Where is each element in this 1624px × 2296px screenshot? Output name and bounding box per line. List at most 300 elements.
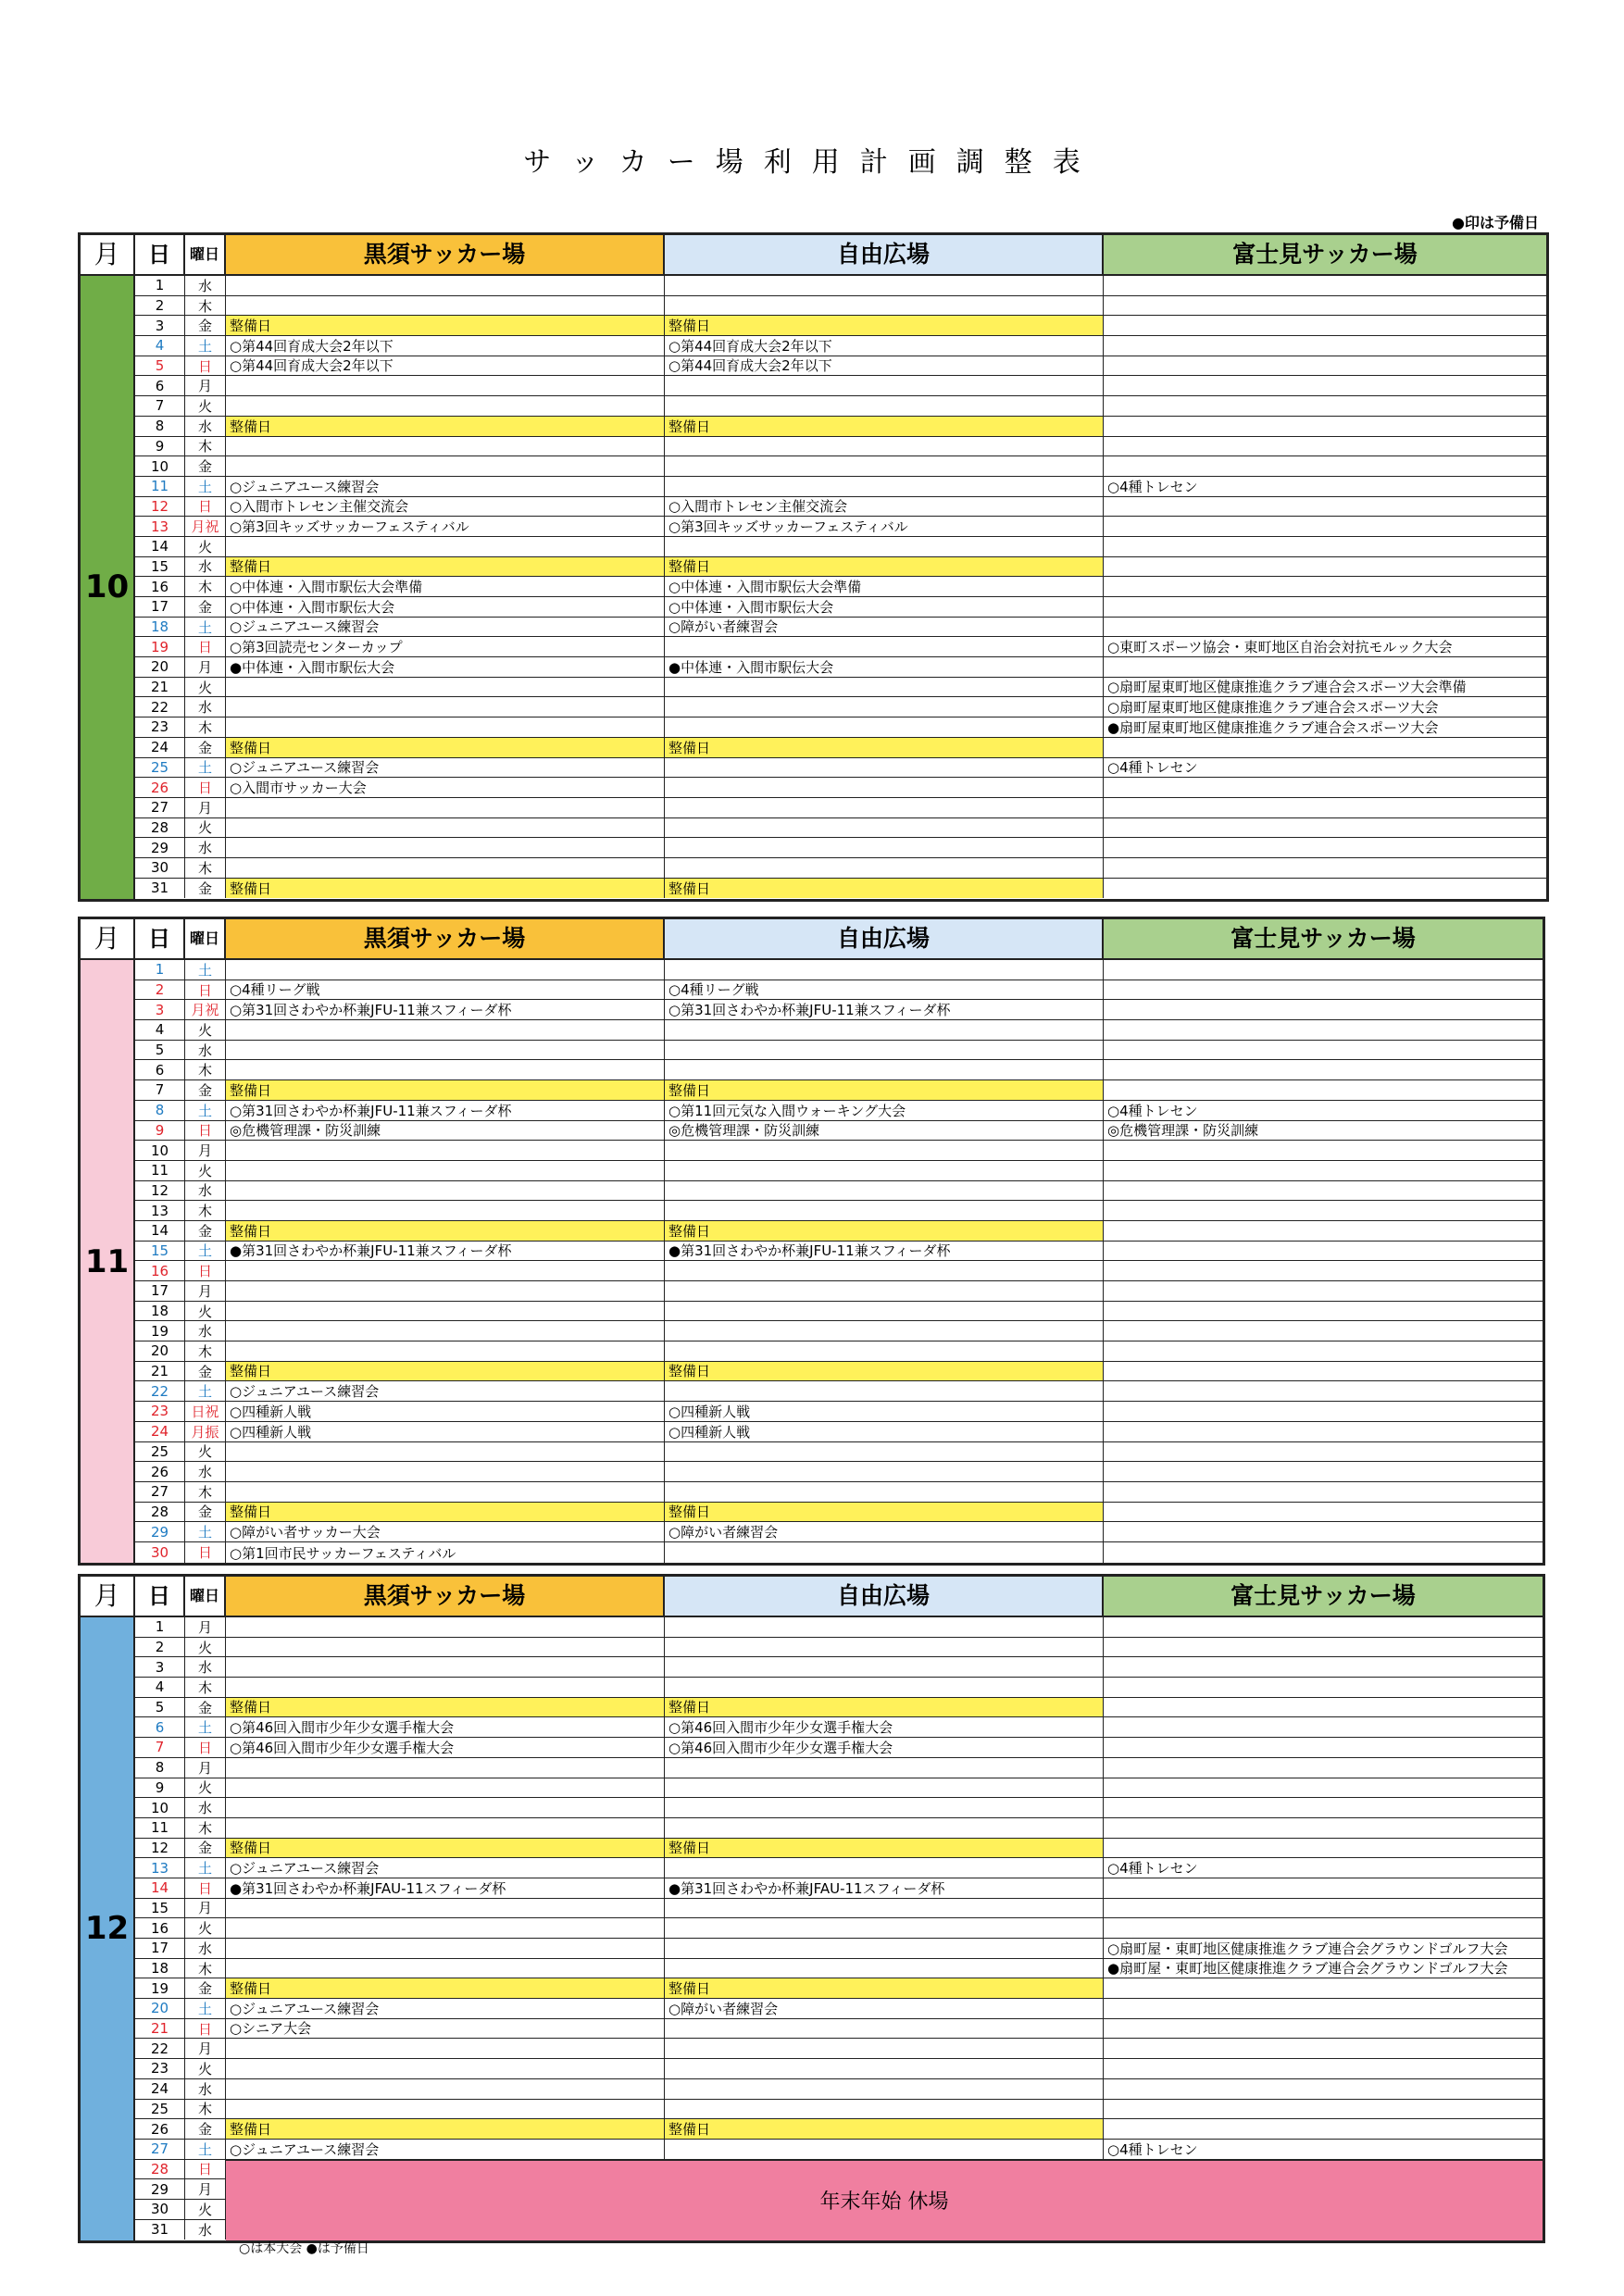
header-jiyu-hiroba: 自由広場 <box>665 919 1104 958</box>
fujimi-cell <box>1104 1080 1543 1100</box>
weekday-cell: 日 <box>185 2160 226 2179</box>
day-cell: 8 <box>135 417 185 436</box>
day-cell: 11 <box>135 1161 185 1180</box>
fujimi-cell <box>1104 1341 1543 1361</box>
fujimi-cell <box>1104 879 1546 899</box>
day-cell: 14 <box>135 1221 185 1241</box>
fujimi-cell <box>1104 2100 1543 2119</box>
header-day: 日 <box>135 919 185 958</box>
table-row <box>135 1402 1543 1422</box>
table-row <box>135 1738 1543 1758</box>
jiyu-hiroba-cell: 整備日 <box>665 879 1104 899</box>
weekday-cell: 金 <box>185 1362 226 1381</box>
jiyu-hiroba-cell <box>665 456 1104 476</box>
day-cell: 11 <box>135 1818 185 1838</box>
jiyu-hiroba-cell: 整備日 <box>665 1080 1104 1100</box>
jiyu-hiroba-cell <box>665 1442 1104 1462</box>
weekday-cell: 木 <box>185 718 226 737</box>
weekday-cell: 月 <box>185 1899 226 1918</box>
header-weekday: 曜日 <box>185 919 226 958</box>
table-row <box>135 316 1546 336</box>
jiyu-hiroba-cell <box>665 1261 1104 1280</box>
weekday-cell: 火 <box>185 818 226 838</box>
fujimi-cell <box>1104 738 1546 757</box>
weekday-cell: 金 <box>185 1080 226 1100</box>
day-cell: 19 <box>135 637 185 656</box>
weekday-cell: 月 <box>185 2179 226 2199</box>
jiyu-hiroba-cell: 整備日 <box>665 1978 1104 1998</box>
day-cell: 25 <box>135 1442 185 1462</box>
weekday-cell: 火 <box>185 1020 226 1040</box>
table-row <box>135 1522 1543 1542</box>
day-cell: 1 <box>135 1617 185 1637</box>
day-cell: 13 <box>135 1201 185 1220</box>
jiyu-hiroba-cell <box>665 1678 1104 1697</box>
jiyu-hiroba-cell: 整備日 <box>665 738 1104 757</box>
fujimi-cell <box>1104 818 1546 838</box>
table-row <box>135 1020 1543 1041</box>
table-row <box>135 798 1546 818</box>
fujimi-cell <box>1104 1000 1543 1019</box>
kurosu-cell <box>226 2100 665 2119</box>
weekday-cell: 土 <box>185 1101 226 1120</box>
table-row <box>135 637 1546 657</box>
jiyu-hiroba-cell: ○第31回さわやか杯兼JFU-11兼スフィーダ杯 <box>665 1000 1104 1019</box>
jiyu-hiroba-cell: ◎危機管理課・防災訓練 <box>665 1121 1104 1141</box>
jiyu-hiroba-cell <box>665 1899 1104 1918</box>
table-row <box>135 1978 1543 1999</box>
jiyu-hiroba-cell: ●第31回さわやか杯兼JFU-11兼スフィーダ杯 <box>665 1242 1104 1261</box>
jiyu-hiroba-cell: 整備日 <box>665 1839 1104 1858</box>
jiyu-hiroba-cell: ○障がい者練習会 <box>665 618 1104 637</box>
kurosu-cell: ○第44回育成大会2年以下 <box>226 336 665 356</box>
jiyu-hiroba-cell <box>665 2059 1104 2078</box>
fujimi-cell <box>1104 577 1546 596</box>
kurosu-cell <box>226 1161 665 1180</box>
weekday-cell: 土 <box>185 336 226 356</box>
jiyu-hiroba-cell <box>665 537 1104 556</box>
table-row <box>135 1839 1543 1859</box>
kurosu-cell <box>226 537 665 556</box>
table-row <box>135 376 1546 396</box>
day-cell: 8 <box>135 1101 185 1120</box>
table-row <box>135 738 1546 758</box>
table-row <box>135 1503 1543 1523</box>
day-cell: 13 <box>135 1858 185 1878</box>
table-row <box>135 417 1546 437</box>
weekday-cell: 土 <box>185 2140 226 2159</box>
weekday-cell: 日 <box>185 356 226 376</box>
jiyu-hiroba-cell: 整備日 <box>665 2119 1104 2139</box>
fujimi-cell <box>1104 316 1546 335</box>
weekday-cell: 火 <box>185 678 226 697</box>
jiyu-hiroba-cell: 整備日 <box>665 417 1104 436</box>
weekday-cell: 日 <box>185 980 226 1000</box>
fujimi-cell <box>1104 657 1546 677</box>
jiyu-hiroba-cell: ○第11回元気な入間ウォーキング大会 <box>665 1101 1104 1120</box>
kurosu-cell: ○ジュニアユース練習会 <box>226 477 665 496</box>
jiyu-hiroba-cell: ○4種リーグ戦 <box>665 980 1104 1000</box>
jiyu-hiroba-cell <box>665 1798 1104 1817</box>
fujimi-cell: ●扇町屋東町地区健康推進クラブ連合会スポーツ大会 <box>1107 718 1439 736</box>
day-cell: 11 <box>135 477 185 496</box>
weekday-cell: 木 <box>185 858 226 878</box>
weekday-cell: 月 <box>185 2039 226 2058</box>
jiyu-hiroba-cell: ○第46回入間市少年少女選手権大会 <box>665 1738 1104 1757</box>
weekday-cell: 金 <box>185 2119 226 2139</box>
fujimi-cell <box>1104 1503 1543 1522</box>
weekday-cell: 金 <box>185 1221 226 1241</box>
table-row <box>135 1281 1543 1302</box>
weekday-cell: 火 <box>185 537 226 556</box>
fujimi-cell <box>1104 1242 1543 1261</box>
table-row <box>135 980 1543 1001</box>
fujimi-cell <box>1104 537 1546 556</box>
day-cell: 5 <box>135 1698 185 1717</box>
page-title: サッカー場利用計画調整表 <box>523 146 1101 179</box>
table-row <box>135 618 1546 638</box>
day-cell: 24 <box>135 2079 185 2099</box>
day-cell: 29 <box>135 2179 185 2199</box>
kurosu-cell <box>226 1758 665 1778</box>
fujimi-cell <box>1104 1617 1543 1637</box>
day-cell: 24 <box>135 738 185 757</box>
fujimi-cell <box>1104 1878 1543 1898</box>
jiyu-hiroba-cell <box>665 1617 1104 1637</box>
weekday-cell: 水 <box>185 1798 226 1817</box>
fujimi-cell <box>1104 1402 1543 1421</box>
weekday-cell: 火 <box>185 1638 226 1657</box>
jiyu-hiroba-cell <box>665 1939 1104 1958</box>
table-row <box>135 1181 1543 1202</box>
weekday-cell: 日 <box>185 1261 226 1280</box>
month-block-11 <box>78 917 1545 1566</box>
jiyu-hiroba-cell: ●中体連・入間市駅伝大会 <box>665 657 1104 677</box>
fujimi-cell <box>1104 1522 1543 1541</box>
fujimi-cell <box>1104 1060 1543 1079</box>
table-row <box>135 296 1546 317</box>
day-cell: 27 <box>135 798 185 817</box>
table-row <box>135 1638 1543 1658</box>
kurosu-cell <box>226 1482 665 1502</box>
kurosu-cell <box>226 1657 665 1677</box>
weekday-cell: 木 <box>185 437 226 456</box>
jiyu-hiroba-cell <box>665 858 1104 878</box>
day-cell: 3 <box>135 1000 185 1019</box>
fujimi-cell <box>1104 497 1546 517</box>
table-row <box>135 838 1546 858</box>
day-cell: 22 <box>135 697 185 717</box>
table-row <box>135 276 1546 296</box>
day-cell: 21 <box>135 678 185 697</box>
kurosu-cell: ○第3回読売センターカップ <box>226 637 665 656</box>
fujimi-cell: ○4種トレセン <box>1107 2140 1198 2158</box>
kurosu-cell: 整備日 <box>226 1503 665 1522</box>
weekday-cell: 月 <box>185 1281 226 1301</box>
header-kurosu: 黒須サッカー場 <box>226 235 665 274</box>
table-row <box>135 1080 1543 1101</box>
table-row <box>135 1060 1543 1080</box>
table-row <box>135 1261 1543 1281</box>
day-cell: 13 <box>135 517 185 536</box>
jiyu-hiroba-cell: 整備日 <box>665 1698 1104 1717</box>
weekday-cell: 土 <box>185 1522 226 1541</box>
kurosu-cell: ○四種新人戦 <box>226 1422 665 1441</box>
jiyu-hiroba-cell: ○中体連・入間市駅伝大会 <box>665 597 1104 617</box>
header-month: 月 <box>81 1577 135 1616</box>
day-cell: 14 <box>135 537 185 556</box>
weekday-cell: 月 <box>185 376 226 395</box>
kurosu-cell: ●第31回さわやか杯兼JFAU-11スフィーダ杯 <box>226 1878 665 1898</box>
weekday-cell: 木 <box>185 1959 226 1978</box>
day-cell: 15 <box>135 557 185 577</box>
day-cell: 27 <box>135 1482 185 1502</box>
day-cell: 26 <box>135 778 185 797</box>
weekday-cell: 土 <box>185 758 226 778</box>
kurosu-cell <box>226 1918 665 1938</box>
kurosu-cell <box>226 1261 665 1280</box>
fujimi-cell: ○4種トレセン <box>1107 478 1198 495</box>
fujimi-cell <box>1104 1221 1543 1241</box>
day-cell: 6 <box>135 376 185 395</box>
day-cell: 5 <box>135 356 185 376</box>
jiyu-hiroba-cell <box>665 1778 1104 1798</box>
fujimi-cell <box>1104 1678 1543 1697</box>
fujimi-cell <box>1104 1141 1543 1160</box>
weekday-cell: 火 <box>185 1778 226 1798</box>
month-label: 11 <box>81 960 135 1563</box>
weekday-cell: 水 <box>185 838 226 857</box>
jiyu-hiroba-cell <box>665 2079 1104 2099</box>
day-cell: 29 <box>135 838 185 857</box>
kurosu-cell: 整備日 <box>226 1221 665 1241</box>
weekday-cell: 月振 <box>185 1422 226 1441</box>
fujimi-cell <box>1104 1638 1543 1657</box>
fujimi-cell <box>1104 356 1546 376</box>
day-cell: 7 <box>135 396 185 416</box>
day-cell: 22 <box>135 1381 185 1401</box>
kurosu-cell <box>226 1818 665 1838</box>
day-cell: 9 <box>135 1778 185 1798</box>
day-cell: 16 <box>135 1261 185 1280</box>
table-row <box>135 2019 1543 2040</box>
kurosu-cell <box>226 960 665 980</box>
weekday-cell: 月 <box>185 1758 226 1778</box>
fujimi-cell <box>1104 1899 1543 1918</box>
fujimi-cell: ○扇町屋東町地区健康推進クラブ連合会スポーツ大会 <box>1107 699 1439 717</box>
weekday-cell: 月 <box>185 798 226 817</box>
table-row <box>135 879 1546 899</box>
kurosu-cell <box>226 858 665 878</box>
kurosu-cell: 整備日 <box>226 2119 665 2139</box>
kurosu-cell <box>226 376 665 395</box>
kurosu-cell <box>226 396 665 416</box>
fujimi-cell <box>1104 1422 1543 1441</box>
day-cell: 16 <box>135 1918 185 1938</box>
fujimi-cell <box>1104 597 1546 617</box>
fujimi-cell <box>1104 1181 1543 1201</box>
table-row <box>135 1422 1543 1442</box>
day-cell: 31 <box>135 2220 185 2240</box>
table-row <box>135 1858 1543 1878</box>
fujimi-cell <box>1104 1041 1543 1060</box>
kurosu-cell: ●第31回さわやか杯兼JFU-11兼スフィーダ杯 <box>226 1242 665 1261</box>
fujimi-cell <box>1104 2119 1543 2139</box>
kurosu-cell: 整備日 <box>226 1080 665 1100</box>
jiyu-hiroba-cell: ○中体連・入間市駅伝大会準備 <box>665 577 1104 596</box>
day-cell: 28 <box>135 1503 185 1522</box>
kurosu-cell: ○入間市トレセン主催交流会 <box>226 497 665 517</box>
table-row <box>135 517 1546 537</box>
header-fujimi: 富士見サッカー場 <box>1104 1577 1543 1616</box>
weekday-cell: 水 <box>185 417 226 436</box>
weekday-cell: 金 <box>185 1503 226 1522</box>
table-row <box>135 1798 1543 1818</box>
day-cell: 17 <box>135 597 185 617</box>
day-cell: 10 <box>135 456 185 476</box>
table-row <box>135 1101 1543 1121</box>
kurosu-cell <box>226 718 665 737</box>
kurosu-cell: 整備日 <box>226 738 665 757</box>
table-row <box>135 1778 1543 1799</box>
jiyu-hiroba-cell <box>665 1918 1104 1938</box>
day-cell: 3 <box>135 316 185 335</box>
weekday-cell: 木 <box>185 296 226 316</box>
kurosu-cell <box>226 1060 665 1079</box>
day-cell: 16 <box>135 577 185 596</box>
jiyu-hiroba-cell <box>665 2039 1104 2058</box>
header-kurosu: 黒須サッカー場 <box>226 919 665 958</box>
fujimi-cell <box>1104 1381 1543 1401</box>
weekday-cell: 土 <box>185 1242 226 1261</box>
kurosu-cell: ○第46回入間市少年少女選手権大会 <box>226 1738 665 1757</box>
weekday-cell: 木 <box>185 1482 226 1502</box>
fujimi-cell <box>1104 1442 1543 1462</box>
kurosu-cell: ○ジュニアユース練習会 <box>226 1999 665 2018</box>
fujimi-cell <box>1104 1918 1543 1938</box>
day-cell: 27 <box>135 2140 185 2159</box>
table-row <box>135 477 1546 497</box>
day-cell: 10 <box>135 1798 185 1817</box>
table-row <box>135 1041 1543 1061</box>
day-cell: 5 <box>135 1041 185 1060</box>
day-cell: 22 <box>135 2039 185 2058</box>
fujimi-cell <box>1104 417 1546 436</box>
table-row <box>135 1999 1543 2019</box>
jiyu-hiroba-cell: 整備日 <box>665 1221 1104 1241</box>
day-cell: 26 <box>135 2119 185 2139</box>
fujimi-cell <box>1104 557 1546 577</box>
fujimi-cell <box>1104 1020 1543 1040</box>
kurosu-cell: ○入間市サッカー大会 <box>226 778 665 797</box>
fujimi-cell: ○扇町屋・東町地区健康推進クラブ連合会グラウンドゴルフ大会 <box>1107 1940 1508 1957</box>
day-cell: 7 <box>135 1738 185 1757</box>
jiyu-hiroba-cell <box>665 1020 1104 1040</box>
table-header <box>81 1577 1543 1617</box>
day-cell: 12 <box>135 497 185 517</box>
weekday-cell: 月 <box>185 1617 226 1637</box>
jiyu-hiroba-cell <box>665 778 1104 797</box>
table-row <box>135 697 1546 718</box>
fujimi-cell <box>1104 1999 1543 2018</box>
weekday-cell: 日祝 <box>185 1402 226 1421</box>
weekday-cell: 金 <box>185 879 226 899</box>
kurosu-cell: ○ジュニアユース練習会 <box>226 1858 665 1878</box>
weekday-cell: 土 <box>185 477 226 496</box>
weekday-cell: 木 <box>185 1818 226 1838</box>
fujimi-cell <box>1104 1978 1543 1998</box>
kurosu-cell <box>226 1141 665 1160</box>
fujimi-cell <box>1104 1261 1543 1280</box>
fujimi-cell: ○4種トレセン <box>1107 1859 1198 1877</box>
fujimi-cell <box>1104 1201 1543 1220</box>
kurosu-cell <box>226 1899 665 1918</box>
kurosu-cell <box>226 2079 665 2099</box>
table-row <box>135 1141 1543 1161</box>
fujimi-cell <box>1104 960 1543 980</box>
kurosu-cell <box>226 276 665 295</box>
header-fujimi: 富士見サッカー場 <box>1104 919 1543 958</box>
jiyu-hiroba-cell <box>665 477 1104 496</box>
kurosu-cell <box>226 1181 665 1201</box>
kurosu-cell <box>226 838 665 857</box>
table-row <box>135 1381 1543 1402</box>
weekday-cell: 木 <box>185 1341 226 1361</box>
kurosu-cell: ○四種新人戦 <box>226 1402 665 1421</box>
table-row <box>135 1818 1543 1839</box>
day-cell: 24 <box>135 1422 185 1441</box>
kurosu-cell: ○第46回入間市少年少女選手権大会 <box>226 1717 665 1737</box>
day-cell: 1 <box>135 276 185 295</box>
legend: ○は本大会 ●は予備日 <box>239 2241 369 2256</box>
weekday-cell: 木 <box>185 577 226 596</box>
day-cell: 6 <box>135 1060 185 1079</box>
day-cell: 21 <box>135 1362 185 1381</box>
day-cell: 7 <box>135 1080 185 1100</box>
table-row <box>135 1362 1543 1382</box>
day-cell: 20 <box>135 657 185 677</box>
weekday-cell: 金 <box>185 1698 226 1717</box>
kurosu-cell <box>226 1281 665 1301</box>
table-row <box>135 336 1546 356</box>
table-row <box>135 2059 1543 2079</box>
month-block-12 <box>78 1574 1545 2243</box>
jiyu-hiroba-cell <box>665 818 1104 838</box>
day-cell: 4 <box>135 336 185 356</box>
weekday-cell: 木 <box>185 2100 226 2119</box>
table-row <box>135 1442 1543 1463</box>
table-row <box>135 1698 1543 1718</box>
jiyu-hiroba-cell <box>665 1638 1104 1657</box>
fujimi-cell <box>1104 2059 1543 2078</box>
fujimi-cell <box>1104 858 1546 878</box>
table-row <box>135 858 1546 879</box>
fujimi-cell <box>1104 1542 1543 1563</box>
table-row <box>135 2079 1543 2100</box>
day-cell: 20 <box>135 1341 185 1361</box>
jiyu-hiroba-cell <box>665 697 1104 717</box>
table-row <box>135 778 1546 798</box>
month-label: 12 <box>81 1617 135 2240</box>
fujimi-cell <box>1104 1321 1543 1341</box>
day-cell: 4 <box>135 1020 185 1040</box>
weekday-cell: 月祝 <box>185 1000 226 1019</box>
fujimi-cell <box>1104 1818 1543 1838</box>
day-cell: 17 <box>135 1281 185 1301</box>
day-cell: 2 <box>135 980 185 1000</box>
fujimi-cell <box>1104 517 1546 536</box>
fujimi-cell <box>1104 1462 1543 1481</box>
